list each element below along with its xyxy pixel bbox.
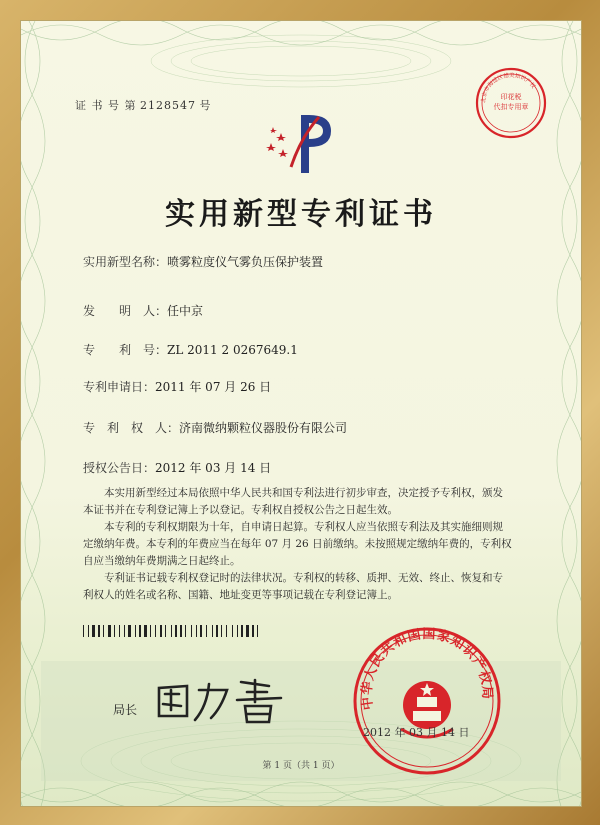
barcode-bar: [241, 625, 243, 637]
barcode-bar: [128, 625, 131, 637]
barcode: [83, 625, 315, 637]
field-value: 任中京: [167, 304, 204, 318]
barcode-bar: [200, 625, 202, 637]
barcode-bar: [101, 625, 102, 637]
barcode-bar: [226, 625, 227, 637]
svg-text:印花税: 印花税: [500, 93, 522, 101]
certificate-number-label: 证 书 号 第: [75, 99, 137, 112]
barcode-bar: [237, 625, 238, 637]
field-label: 专利申请日：: [83, 380, 156, 394]
barcode-bar: [214, 625, 215, 637]
certificate-title: 实用新型专利证书: [165, 197, 437, 232]
barcode-bar: [246, 625, 249, 637]
field-inventor: [83, 302, 203, 319]
barcode-bar: [126, 625, 127, 637]
barcode-bar: [196, 625, 197, 637]
barcode-bar: [132, 625, 134, 637]
barcode-bar: [167, 625, 170, 637]
field-value: 2011 年 07 月 26 日: [155, 380, 272, 394]
field-grant-date: [83, 459, 271, 476]
barcode-bar: [105, 625, 107, 637]
director-signature: [151, 676, 291, 726]
svg-text:北京市海淀区德美知识产权: 北京市海淀区德美知识产权: [480, 72, 536, 104]
field-label: 授权公告日：: [83, 461, 156, 475]
barcode-bar: [244, 625, 245, 637]
barcode-bar: [198, 625, 199, 637]
field-utility-model-name: [83, 253, 323, 270]
barcode-bar: [255, 625, 256, 637]
barcode-bar: [165, 625, 166, 637]
barcode-bar: [98, 625, 100, 637]
barcode-bar: [152, 625, 154, 637]
page-number: 第 1 页（共 1 页）: [262, 761, 340, 771]
barcode-bar: [250, 625, 251, 637]
seal-arc-text: 中华人民共和国国家知识产权局: [359, 626, 495, 711]
barcode-bar: [148, 625, 149, 637]
barcode-bar: [83, 625, 84, 637]
field-label: 实用新型名称：: [83, 255, 168, 269]
barcode-bar: [90, 625, 91, 637]
barcode-bar: [92, 625, 95, 637]
barcode-bar: [139, 625, 141, 637]
barcode-bar: [206, 625, 207, 637]
field-label: 专 利 权 人：: [83, 421, 180, 435]
barcode-bar: [155, 625, 156, 637]
barcode-bar: [163, 625, 164, 637]
field-value: ZL 2011 2 0267649.1: [167, 343, 298, 357]
sipo-logo: [261, 97, 341, 177]
barcode-bar: [212, 625, 213, 637]
barcode-bar: [219, 625, 220, 637]
barcode-bar: [103, 625, 104, 637]
certificate-number-suffix: 号: [199, 99, 212, 112]
barcode-bar: [232, 625, 233, 637]
barcode-bar: [121, 625, 123, 637]
certificate-number-value: 2128547: [140, 99, 196, 112]
body-paragraph-register: 专利证书记载专利权登记时的法律状况。专利权的转移、质押、无效、终止、恢复和专利权人的姓名或名称、国籍、地址变更等事项记载在专利登记簿上。: [83, 572, 503, 601]
barcode-bar: [234, 625, 236, 637]
field-label: 专 利 号：: [83, 343, 168, 357]
barcode-bar: [137, 625, 138, 637]
barcode-bar: [178, 625, 179, 637]
barcode-bar: [239, 625, 240, 637]
barcode-bar: [228, 625, 231, 637]
barcode-bar: [85, 625, 87, 637]
barcode-bar: [223, 625, 225, 637]
barcode-bar: [193, 625, 195, 637]
certificate-body: [83, 485, 513, 604]
barcode-bar: [96, 625, 97, 637]
issue-date: 2012 年 03 月 14 日: [363, 726, 470, 739]
barcode-bar: [187, 625, 190, 637]
svg-text:代扣专用章: 代扣专用章: [493, 103, 529, 111]
barcode-bar: [150, 625, 151, 637]
body-paragraph-term: 本专利的专利权期限为十年，自申请日起算。专利权人应当依照专利法及其实施细则规定缴纳年费。本专利的年费应当在每年 07 月 26 日前缴纳。未按照规定缴纳年费的，专利权自应当缴纳年费期满之日起终止。: [83, 521, 512, 567]
barcode-bar: [135, 625, 136, 637]
barcode-bar: [208, 625, 211, 637]
barcode-bar: [124, 625, 125, 637]
body-paragraph-grant: 本实用新型经过本局依照中华人民共和国专利法进行初步审查，决定授予专利权，颁发本证书并在专利登记簿上予以登记。专利权自授权公告之日起生效。: [83, 487, 503, 516]
sipo-official-seal: [351, 625, 503, 777]
barcode-bar: [191, 625, 192, 637]
barcode-bar: [114, 625, 115, 637]
barcode-bar: [108, 625, 111, 637]
field-value: 喷雾粒度仪气雾负压保护装置: [167, 255, 324, 269]
barcode-bar: [157, 625, 159, 637]
barcode-bar: [221, 625, 222, 637]
barcode-bar: [144, 625, 147, 637]
barcode-bar: [203, 625, 205, 637]
certificate-paper: [20, 20, 582, 807]
barcode-bar: [185, 625, 186, 637]
certificate-number: [75, 97, 212, 113]
barcode-bar: [119, 625, 120, 637]
barcode-bar: [180, 625, 182, 637]
director-label: 局长: [113, 703, 138, 717]
field-patentee: [83, 419, 347, 436]
field-label: 发 明 人：: [83, 304, 168, 318]
barcode-bar: [160, 625, 162, 637]
barcode-bar: [88, 625, 89, 637]
barcode-bar: [112, 625, 113, 637]
barcode-bar: [173, 625, 174, 637]
barcode-bar: [142, 625, 143, 637]
tax-stamp-seal: [473, 65, 549, 141]
field-value: 济南微纳颗粒仪器股份有限公司: [179, 421, 348, 435]
barcode-bar: [175, 625, 177, 637]
field-value: 2012 年 03 月 14 日: [155, 461, 272, 475]
barcode-bar: [252, 625, 254, 637]
barcode-bar: [116, 625, 118, 637]
field-application-date: [83, 378, 271, 395]
field-patent-number: [83, 341, 298, 358]
barcode-bar: [183, 625, 184, 637]
barcode-bar: [216, 625, 218, 637]
barcode-bar: [171, 625, 172, 637]
barcode-bar: [257, 625, 258, 637]
